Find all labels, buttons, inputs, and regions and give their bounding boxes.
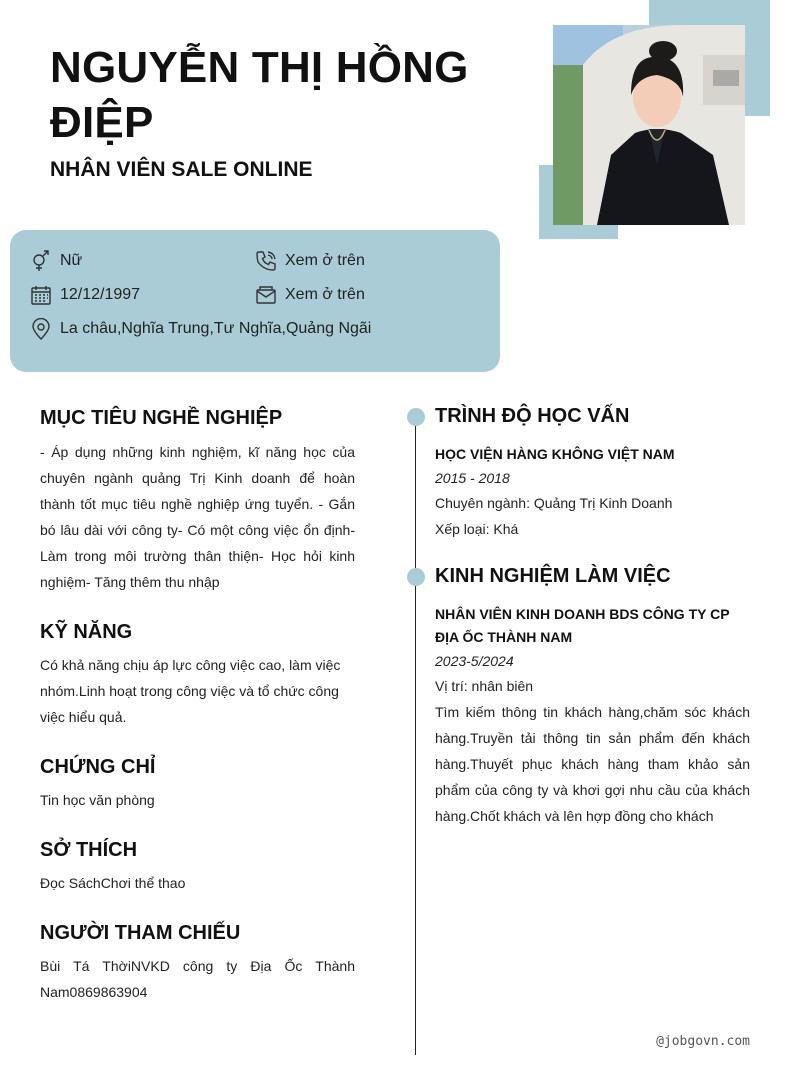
- skills-title: KỸ NĂNG: [40, 621, 133, 643]
- contact-phone: [255, 250, 365, 272]
- watermark-text: @jobgovn.com: [656, 1034, 750, 1049]
- education-grade: Xếp loại: Khá: [435, 521, 519, 537]
- contact-birthdate: [30, 284, 140, 306]
- contact-email: [255, 284, 365, 306]
- timeline-line: [415, 410, 416, 1055]
- education-dot: [407, 408, 425, 426]
- contact-gender: [30, 250, 82, 272]
- hobbies-title: SỞ THÍCH: [40, 839, 138, 861]
- education-school: HỌC VIỆN HÀNG KHÔNG VIỆT NAM: [435, 446, 675, 462]
- phone-icon: [255, 250, 277, 272]
- envelope-icon: [255, 284, 277, 306]
- education-major: Chuyên ngành: Quảng Trị Kinh Doanh: [435, 495, 673, 511]
- address-value: La châu,Nghĩa Trung,Tư Nghĩa,Quảng Ngãi: [60, 320, 372, 337]
- gender-value: Nữ: [60, 252, 83, 269]
- experience-dot: [407, 568, 425, 586]
- education-period: 2015 - 2018: [435, 470, 510, 486]
- contact-address: [30, 318, 371, 340]
- references-text: Bùi Tá ThờiNVKD công ty Địa Ốc Thành Nam0869863904: [40, 958, 355, 1000]
- job-position: NHÂN VIÊN SALE ONLINE: [50, 158, 313, 181]
- email-value: Xem ở trên: [285, 286, 365, 303]
- certificates-text: Tin học văn phòng: [40, 792, 155, 808]
- location-pin-icon: [30, 318, 52, 340]
- experience-role: Vị trí: nhân biên: [435, 678, 534, 694]
- calendar-icon: [30, 284, 52, 306]
- gender-icon: [30, 250, 52, 272]
- objective-title: MỤC TIÊU NGHỀ NGHIỆP: [40, 407, 283, 429]
- phone-value: Xem ở trên: [285, 252, 365, 269]
- references-title: NGƯỜI THAM CHIẾU: [40, 922, 241, 944]
- objective-text: - Áp dụng những kinh nghiệm, kĩ năng học của chuyên ngành quảng Trị Kinh doanh để hoàn thành tốt mục tiêu nghề nghiệp ứng tuyển. - Gắn bó lâu dài với công ty- Có một công việc ổn định- Làm trong môi trường thân thiện- Học hỏi kinh nghiệm- Tăng thêm thu nhập: [40, 444, 355, 590]
- experience-title: KINH NGHIỆM LÀM VIỆC: [435, 565, 671, 587]
- experience-period: 2023-5/2024: [435, 653, 514, 669]
- birthdate-value: 12/12/1997: [60, 286, 141, 303]
- certificates-title: CHỨNG CHỈ: [40, 756, 156, 778]
- experience-company: NHÂN VIÊN KINH DOANH BDS CÔNG TY CP ĐỊA ỐC THÀNH NAM: [435, 606, 730, 645]
- candidate-name: NGUYỄN THỊ HỒNG ĐIỆP: [50, 43, 469, 147]
- education-title: TRÌNH ĐỘ HỌC VẤN: [435, 405, 630, 427]
- hobbies-text: Đọc SáchChơi thể thao: [40, 875, 186, 891]
- profile-photo: [553, 25, 745, 225]
- experience-description: Tìm kiếm thông tin khách hàng,chăm sóc khách hàng.Truyền tải thông tin sản phẩm đến khách hàng.Thuyết phục khách hàng tham khảo sản phẩm của công ty và khơi gợi nhu cầu của khách hàng.Chốt khách và lên hợp đồng cho khách: [435, 704, 750, 824]
- skills-text: Có khả năng chịu áp lực công việc cao, làm việc nhóm.Linh hoạt trong công việc và tổ chức công việc hiểu quả.: [40, 657, 341, 725]
